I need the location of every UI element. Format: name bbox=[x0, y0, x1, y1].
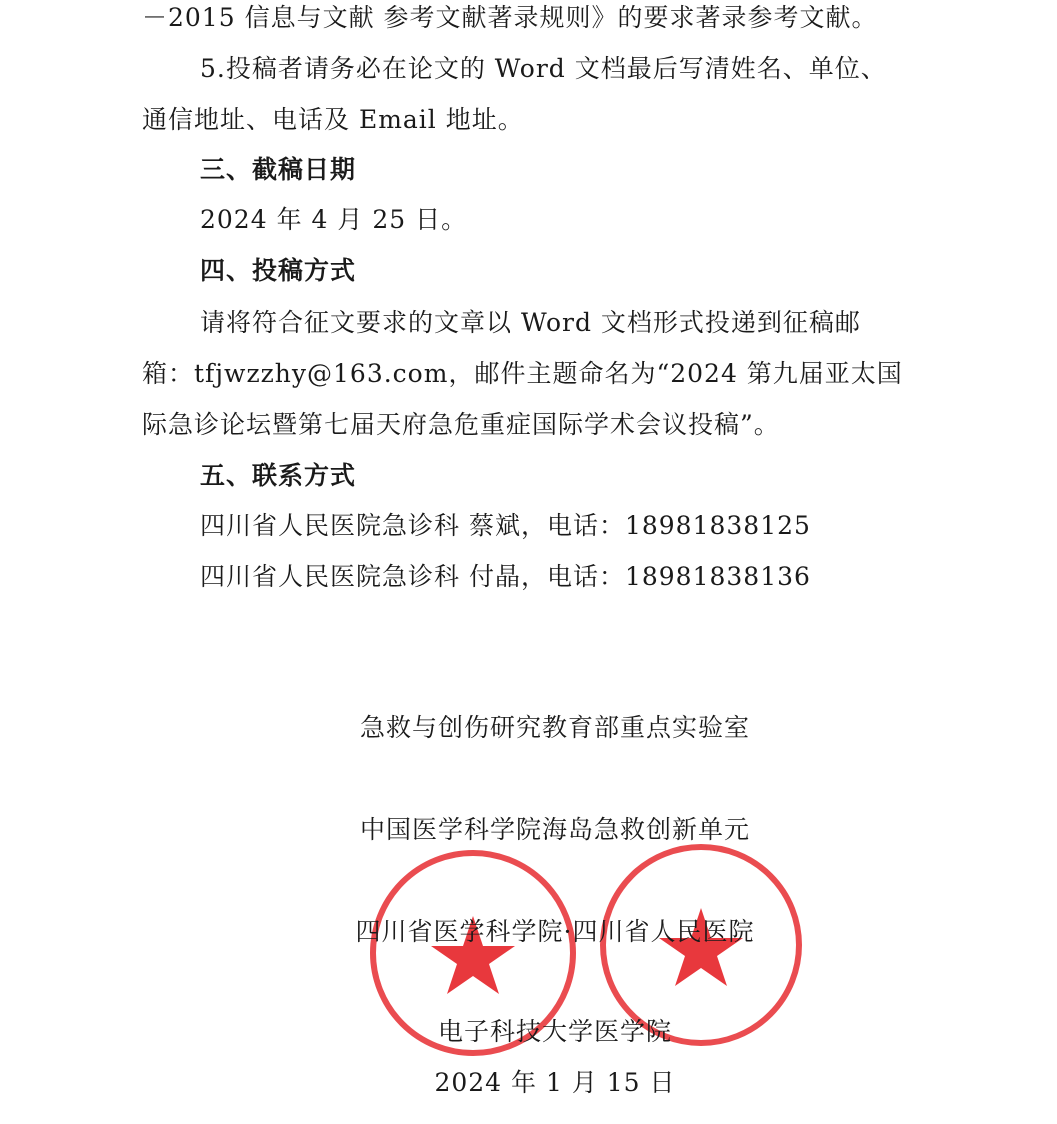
signature-org: 中国医学科学院海岛急救创新单元 bbox=[359, 815, 750, 844]
contact-line: 四川省人民医院急诊科 付晶，电话：18981838136 bbox=[200, 562, 811, 591]
submission-line: 际急诊论坛暨第七届天府急危重症国际学术会议投稿”。 bbox=[142, 410, 780, 439]
contact-line: 四川省人民医院急诊科 蔡斌，电话：18981838125 bbox=[200, 511, 811, 540]
signature-org: 电子科技大学医学院 bbox=[437, 1017, 672, 1046]
submission-line: 箱：tfjwzzhy@163.com，邮件主题命名为“2024 第九届亚太国 bbox=[142, 359, 903, 388]
body-line: 通信地址、电话及 Email 地址。 bbox=[142, 105, 524, 134]
section-heading-submission: 四、投稿方式 bbox=[200, 256, 357, 285]
signature-date: 2024 年 1 月 15 日 bbox=[434, 1068, 676, 1097]
section-heading-deadline: 三、截稿日期 bbox=[200, 155, 357, 184]
section-heading-contact: 五、联系方式 bbox=[200, 461, 357, 490]
body-line: 5.投稿者请务必在论文的 Word 文档最后写清姓名、单位、 bbox=[200, 54, 887, 83]
body-line: －2015 信息与文献 参考文献著录规则》的要求著录参考文献。 bbox=[142, 3, 878, 32]
submission-line: 请将符合征文要求的文章以 Word 文档形式投递到征稿邮 bbox=[200, 308, 861, 337]
signature-org: 急救与创伤研究教育部重点实验室 bbox=[359, 713, 750, 742]
signature-org: 四川省医学科学院·四川省人民医院 bbox=[355, 917, 755, 946]
deadline-text: 2024 年 4 月 25 日。 bbox=[200, 205, 468, 234]
